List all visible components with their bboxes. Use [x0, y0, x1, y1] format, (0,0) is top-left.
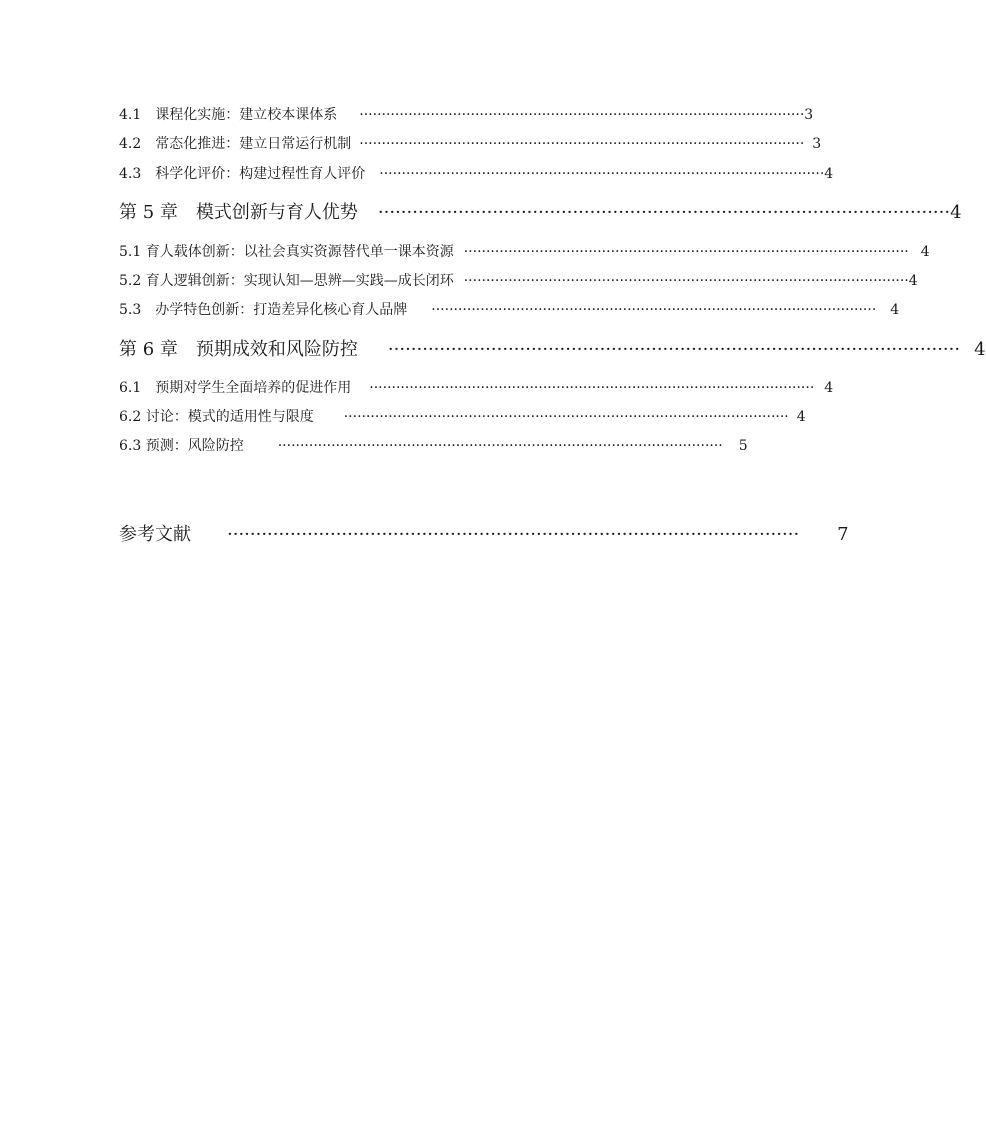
- toc-entry-label: 6.2 讨论：模式的适用性与限度: [119, 409, 314, 425]
- toc-page-number: 4: [974, 339, 986, 360]
- toc-entry-label: 4.2 常态化推进：建立日常运行机制: [119, 136, 352, 152]
- toc-entry-label: 5.3 办学特色创新：打造差异化核心育人品牌: [119, 302, 408, 318]
- toc-entry-label: 4.1 课程化实施：建立校本课体系: [119, 107, 338, 123]
- toc-entry-label: 5.1 育人载体创新：以社会真实资源替代单一课本资源: [119, 244, 454, 260]
- toc-entry-label: 第 5 章 模式创新与育人优势: [119, 202, 358, 223]
- toc-entry-5-3[interactable]: [119, 299, 900, 321]
- toc-page-number: 4: [796, 409, 806, 425]
- toc-entry-label: 4.3 科学化评价：构建过程性育人评价: [119, 166, 366, 182]
- toc-entry-5-1[interactable]: [119, 241, 930, 263]
- toc-dot-leader: ····································································································: [359, 107, 805, 123]
- toc-dot-leader: ····································································································: [463, 273, 909, 289]
- toc-dot-leader: ····································································································: [463, 244, 909, 260]
- toc-entry-label: 参考文献: [119, 524, 191, 545]
- toc-page-number: 4: [824, 166, 834, 182]
- toc-dot-leader: ····································································································: [369, 380, 815, 396]
- toc-dot-leader: ····································································································: [431, 302, 877, 318]
- toc-page-number: 3: [812, 136, 822, 152]
- toc-entry-6-3[interactable]: [119, 435, 748, 457]
- toc-page-number: 4: [824, 380, 834, 396]
- toc-entry-4-1[interactable]: [119, 104, 814, 126]
- toc-entry-label: 6.3 预测：风险防控: [119, 438, 244, 454]
- toc-entry-label: 第 6 章 预期成效和风险防控: [119, 339, 358, 360]
- toc-entry-4-2[interactable]: [119, 133, 822, 155]
- toc-entry-references[interactable]: [119, 520, 849, 548]
- toc-entry-6-1[interactable]: [119, 377, 834, 399]
- toc-entry-4-3[interactable]: [119, 163, 834, 185]
- toc-entry-chapter-5[interactable]: [119, 198, 962, 226]
- toc-page-number: 4: [950, 202, 962, 223]
- toc-page-number: 7: [837, 524, 849, 545]
- toc-dot-leader: ····································································································: [379, 166, 825, 182]
- toc-entry-label: 5.2 育人逻辑创新：实现认知—思辨—实践—成长闭环: [119, 273, 454, 289]
- toc-page-number: 4: [908, 273, 918, 289]
- toc-page-number: 3: [804, 107, 814, 123]
- toc-page-number: 5: [738, 438, 748, 454]
- toc-dot-leader: ····································································································: [277, 438, 723, 454]
- toc-dot-leader: ····································································································: [377, 202, 951, 223]
- toc-entry-label: 6.1 预期对学生全面培养的促进作用: [119, 380, 352, 396]
- toc-dot-leader: ····································································································: [359, 136, 805, 152]
- toc-dot-leader: ····································································································: [343, 409, 789, 425]
- toc-dot-leader: ····································································································: [387, 339, 961, 360]
- toc-entry-6-2[interactable]: [119, 406, 806, 428]
- toc-page-number: 4: [890, 302, 900, 318]
- toc-page-number: 4: [920, 244, 930, 260]
- toc-entry-chapter-6[interactable]: [119, 335, 986, 363]
- toc-dot-leader: ····································································································: [227, 524, 800, 545]
- toc-entry-5-2[interactable]: [119, 270, 918, 292]
